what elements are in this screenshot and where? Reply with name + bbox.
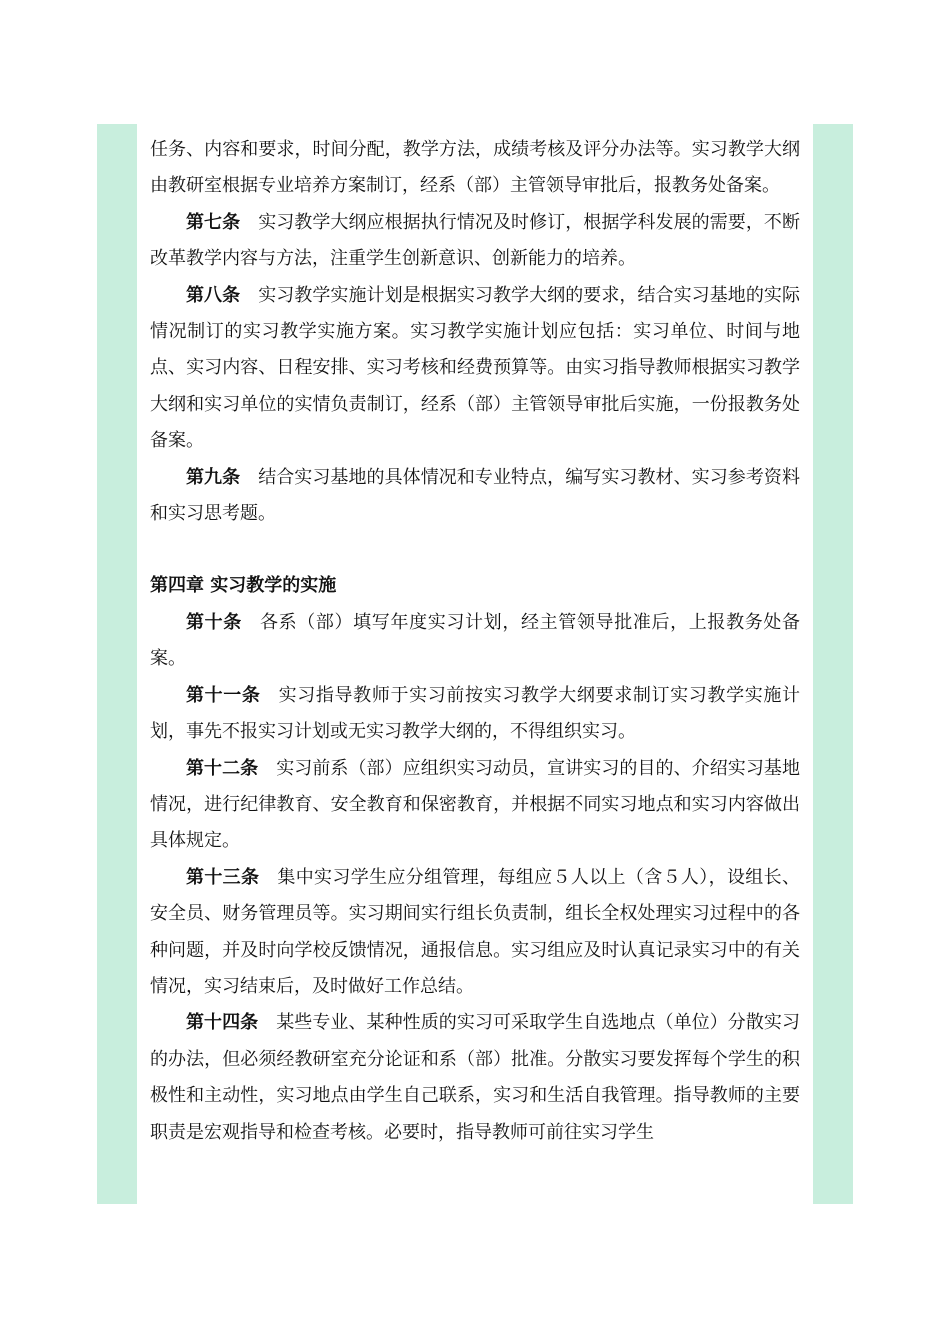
article-number: 第十四条 [186, 1012, 259, 1034]
article-number: 第九条 [186, 466, 241, 488]
article-text: 实习教学实施计划是根据实习教学大纲的要求，结合实习基地的实际情况制订的实习教学实施方案。实习教学实施计划应包括：实习单位、时间与地点、实习内容、日程安排、实习考核和经费预算等。由实习指导教师根据实习教学大纲和实习单位的实情负责制订，经系（部）主管领导审批后实施，一份报教务处备案。 [150, 284, 800, 452]
article-text: 实习教学大纲应根据执行情况及时修订，根据学科发展的需要，不断改革教学内容与方法，注重学生创新意识、创新能力的培养。 [150, 211, 800, 270]
article-number: 第十三条 [186, 866, 260, 888]
article-text: 结合实习基地的具体情况和专业特点，编写实习教材、实习参考资料和实习思考题。 [150, 466, 800, 525]
article-number: 第十一条 [186, 684, 261, 706]
article-9 [150, 460, 800, 533]
article-14 [150, 1005, 800, 1151]
article-text: 集中实习学生应分组管理，每组应５人以上（含５人），设组长、安全员、财务管理员等。实习期间实行组长负责制，组长全权处理实习过程中的各种问题，并及时向学校反馈情况，通报信息。实习组应及时认真记录实习中的有关情况，实习结束后，及时做好工作总结。 [150, 866, 800, 997]
article-12 [150, 751, 800, 860]
article-text: 某些专业、某种性质的实习可采取学生自选地点（单位）分散实习的办法，但必须经教研室充分论证和系（部）批准。分散实习要发挥每个学生的积极性和主动性，实习地点由学生自己联系，实习和生活自我管理。指导教师的主要职责是宏观指导和检查考核。必要时，指导教师可前往实习学生 [150, 1012, 800, 1143]
article-11 [150, 678, 800, 751]
document-body [150, 132, 800, 1151]
paragraph-continuation [150, 132, 800, 205]
article-7 [150, 205, 800, 278]
paragraph-text: 任务、内容和要求，时间分配，教学方法，成绩考核及评分办法等。实习教学大纲由教研室根据专业培养方案制订，经系（部）主管领导审批后，报教务处备案。 [150, 139, 800, 197]
article-number: 第十二条 [186, 757, 259, 779]
article-13 [150, 860, 800, 1006]
article-text: 各系（部）填写年度实习计划，经主管领导批准后，上报教务处备案。 [150, 611, 800, 670]
chapter-title: 第四章 实习教学的实施 [150, 575, 337, 597]
article-number: 第八条 [186, 284, 241, 306]
right-margin-band [813, 124, 853, 1204]
article-text: 实习指导教师于实习前按实习教学大纲要求制订实习教学实施计划，事先不报实习计划或无实习教学大纲的，不得组织实习。 [150, 684, 801, 743]
article-number: 第十条 [186, 611, 242, 633]
left-margin-band [97, 124, 137, 1204]
article-number: 第七条 [186, 211, 241, 233]
article-8 [150, 278, 800, 460]
article-10 [150, 605, 800, 678]
article-text: 实习前系（部）应组织实习动员，宣讲实习的目的、介绍实习基地情况，进行纪律教育、安全教育和保密教育，并根据不同实习地点和实习内容做出具体规定。 [150, 757, 800, 852]
